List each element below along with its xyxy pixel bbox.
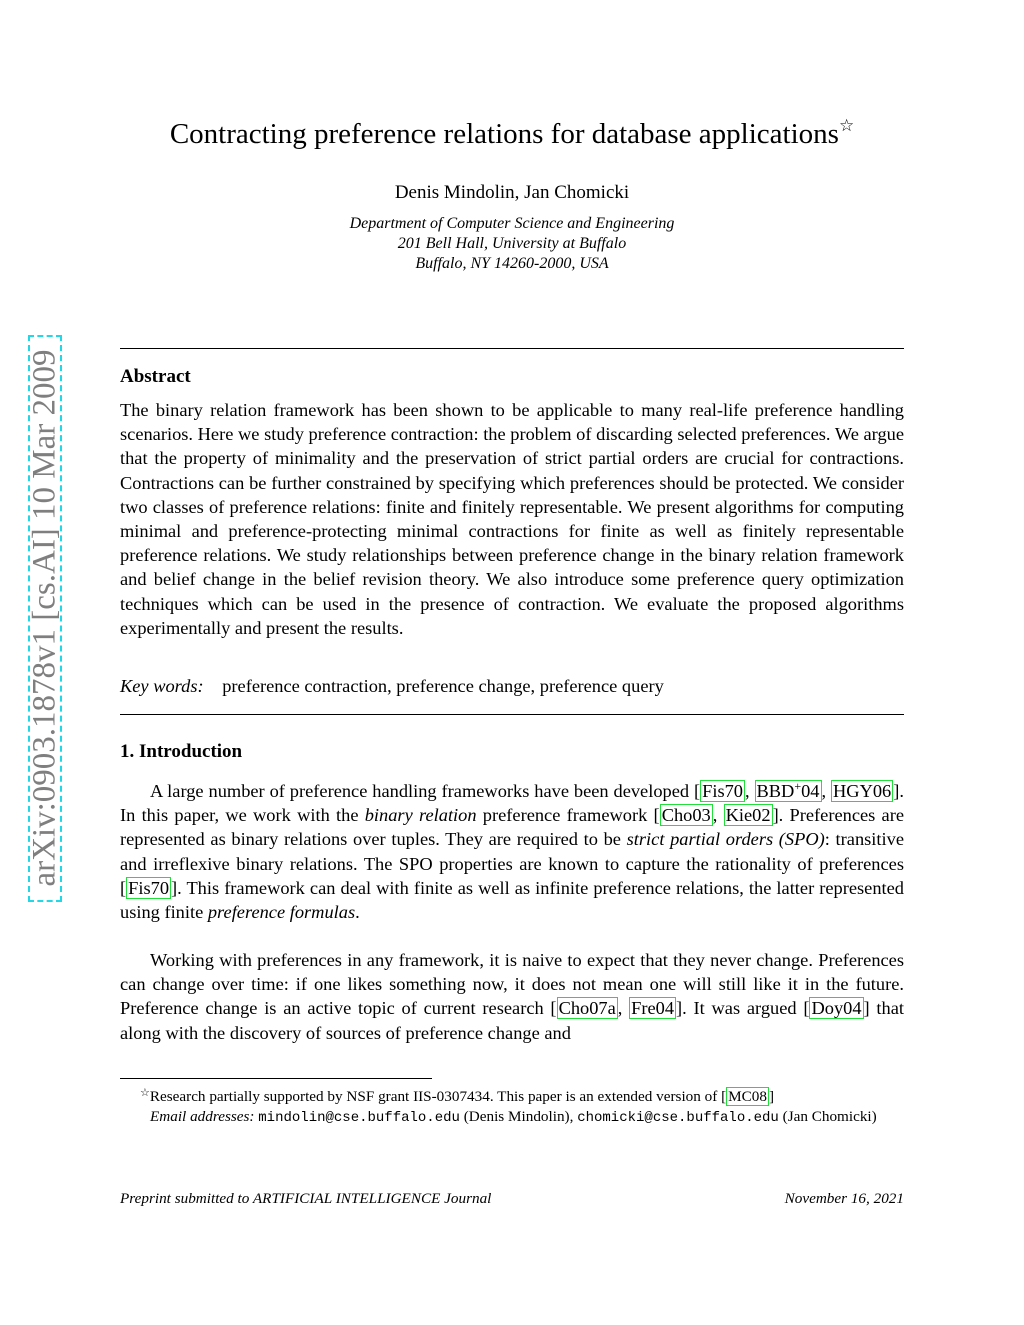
title-text: Contracting preference relations for database applications: [169, 118, 839, 150]
text-run: Working with preferences in any framework, it is naive to expect that they never change. Preferences can change over time: if one likes something now, it does not mean one will still like it in the future. Preference change is an active topic of current research [: [120, 950, 904, 1019]
text-run: ] that along with the discovery of sources of preference change and: [120, 998, 904, 1043]
paper-title: [120, 116, 904, 151]
text-run: preference framework [: [476, 805, 660, 826]
title-footnote-mark[interactable]: ☆: [838, 116, 855, 135]
preprint-note: Preprint submitted to ARTIFICIAL INTELLIGENCE Journal: [120, 1190, 492, 1207]
text-run: ,: [821, 781, 827, 801]
footnote-mark: ☆: [140, 1087, 150, 1099]
abstract-heading: Abstract: [120, 366, 191, 387]
intro-paragraph-2: [120, 948, 904, 1045]
affiliation-line: Buffalo, NY 14260-2000, USA: [415, 255, 609, 272]
keywords-text: preference contraction, preference change, preference query: [222, 676, 664, 696]
citation-link[interactable]: Cho07a: [558, 998, 616, 1019]
citation-link[interactable]: Kie02: [725, 805, 771, 826]
affiliation-line: 201 Bell Hall, University at Buffalo: [397, 235, 627, 252]
emphasis: preference formulas: [207, 902, 356, 923]
author-list: Denis Mindolin, Jan Chomicki: [394, 182, 630, 203]
text-run: (Denis Mindolin),: [459, 1108, 578, 1125]
affiliation: [120, 214, 904, 274]
intro-paragraph-1: [120, 779, 904, 924]
text-run: A large number of preference handling frameworks have been developed [: [150, 781, 701, 801]
preprint-date: November 16, 2021: [784, 1190, 904, 1207]
section-heading-introduction: 1. Introduction: [120, 741, 243, 762]
arxiv-identifier[interactable]: arXiv:0903.1878v1 [cs.AI] 10 Mar 2009: [26, 349, 63, 887]
citation-link[interactable]: [755, 780, 822, 802]
keywords-label: Key words:: [120, 676, 204, 696]
citation-link[interactable]: Doy04: [811, 998, 862, 1019]
text-run: ]: [769, 1088, 775, 1105]
citation-link[interactable]: MC08: [728, 1088, 767, 1105]
abstract-top-rule: [120, 348, 904, 349]
text-run: .: [355, 902, 360, 923]
text-run: (Jan Chomicki): [778, 1108, 877, 1125]
text-run: ,: [712, 805, 724, 826]
citation-superscript: +: [794, 779, 802, 793]
text-run: : transitive and irreflexive binary relations. The SPO properties are known to capture the rationality of preferences [: [120, 829, 904, 898]
citation-text: 04: [801, 781, 820, 801]
email-link[interactable]: mindolin@cse.buffalo.edu: [258, 1110, 460, 1126]
footnote: [120, 1083, 904, 1128]
text-run: ]. This framework can deal with finite as well as infinite preference relations, the latter represented using finite: [120, 877, 904, 923]
abstract-body: The binary relation framework has been shown to be applicable to many real-life preference handling scenarios. Here we study preference contraction: the problem of discarding selected preferences. We argue that the property of minimality and the preservation of strict partial orders are crucial for contractions. Contractions can be further constrained by specifying which preferences should be protected. We consider two classes of preference relations: finite and finitely representable. We present algorithms for computing minimal and preference-protecting minimal contractions for finite as well as finitely representable preference relations. We study relationships between preference change in the binary relation framework and belief change in the belief revision theory. We also introduce some preference query optimization techniques which can be used in the presence of contraction. We evaluate the proposed algorithms experimentally and present the results.: [120, 400, 904, 638]
funding-note: [120, 1083, 904, 1107]
citation-text: BBD: [756, 781, 795, 801]
text-run: ]. In this paper, we work with the: [120, 781, 904, 826]
email-label: Email addresses:: [150, 1108, 255, 1125]
email-note: [120, 1107, 904, 1128]
text-run: ,: [745, 781, 755, 801]
text-run: ]. Preferences are represented as binary relations over tuples. They are required to be: [120, 805, 904, 850]
text-run: ,: [617, 998, 630, 1019]
citation-link[interactable]: HGY06: [833, 781, 892, 801]
emphasis: binary relation: [364, 805, 477, 826]
text-run: ]. It was argued [: [676, 998, 810, 1019]
footnote-rule: [120, 1078, 432, 1079]
citation-link[interactable]: Fis70: [128, 877, 170, 898]
keywords: [120, 676, 904, 697]
citation-link[interactable]: Cho03: [661, 805, 711, 826]
citation-link[interactable]: Fis70: [702, 781, 743, 801]
email-link[interactable]: chomicki@cse.buffalo.edu: [577, 1110, 779, 1126]
abstract-bottom-rule: [120, 714, 904, 715]
emphasis: strict partial orders (SPO): [626, 829, 825, 850]
citation-link[interactable]: Fre04: [631, 998, 675, 1019]
affiliation-line: Department of Computer Science and Engineering: [349, 215, 675, 232]
text-run: Research partially supported by NSF grant IIS-0307434. This paper is an extended version of [: [149, 1088, 727, 1105]
